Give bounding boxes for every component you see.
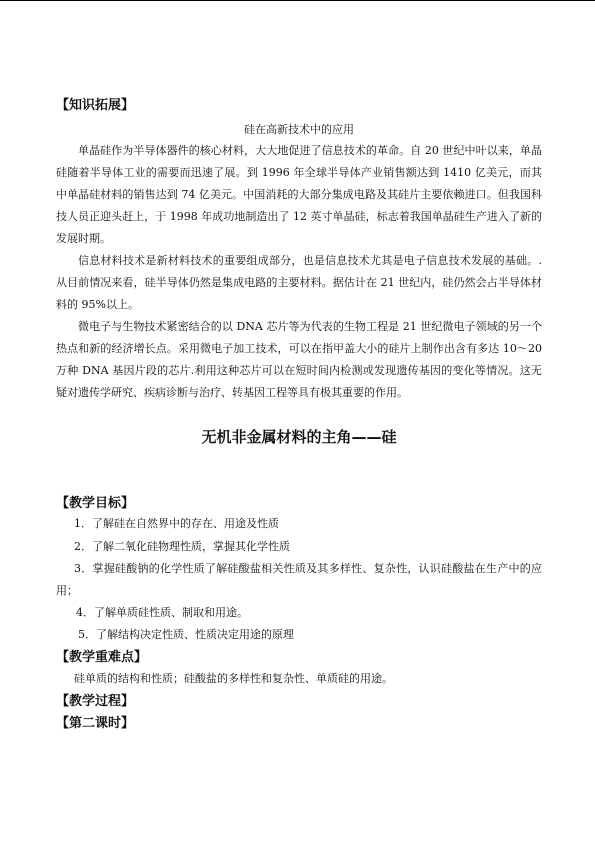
objective-item-3: 3．掌握硅酸钠的化学性质了解硅酸盐相关性质及其多样性、复杂性，认识硅酸盐在生产中的应用； [56,562,542,597]
extension-paragraph-2: 信息材料技术是新材料技术的重要组成部分，也是信息技术尤其是电子信息技术发展的基础。.从目前情况来看，硅半导体仍然是集成电路的主要材料。据估计在 21 世纪内，硅仍然会占半导体材料的 95%以上。 [56,254,542,311]
objective-item-1: 1．了解硅在自然界中的存在、用途及性质 [74,517,279,530]
extension-paragraph-3: 微电子与生物技术紧密结合的以 DNA 芯片等为代表的生物工程是 21 世纪微电子领域的另一个热点和新的经济增长点。采用微电子加工技术，可以在指甲盖大小的硅片上制作出含有多达 10～20 万种 DNA 基因片段的芯片.利用这种芯片可以在短时间内检测或发现遗传基因的变化等情况。这无疑对遗传学研究、疾病诊断与治疗、转基因工程等具有极其重要的作用。 [56,320,542,399]
extension-subtitle: 硅在高新技术中的应用 [244,123,354,136]
main-title: 无机非金属材料的主角——硅 [201,428,397,446]
lesson-heading: 【第二课时】 [56,716,135,731]
key-points-heading: 【教学重难点】 [56,650,148,665]
process-heading: 【教学过程】 [56,694,135,709]
extension-heading: 【知识拓展】 [56,98,135,113]
key-points-text: 硅单质的结构和性质；硅酸盐的多样性和复杂性、单质硅的用途。 [74,672,393,685]
objective-item-2: 2．了解二氧化硅物理性质，掌握其化学性质 [74,540,290,553]
objective-item-5: 5．了解结构决定性质、性质决定用途的原理 [78,628,294,641]
extension-paragraph-1: 单晶硅作为半导体器件的核心材料，大大地促进了信息技术的革命。自 20 世纪中叶以来，单晶硅随着半导体工业的需要而迅速了展。到 1996 年全球半导体产业销售额达到 1410 亿美元，而其中单晶硅材料的销售达到 74 亿美元。中国消耗的大部分集成电路及其硅片主要依赖进口。但我国科技人员正迎头赶上，于 1998 年成功地制造出了 12 英寸单晶硅，标志着我国单晶硅生产进入了新的发展时期。 [56,144,542,245]
objectives-heading: 【教学目标】 [56,496,135,511]
objective-item-4: 4．了解单质硅性质、制取和用途。 [76,606,248,619]
top-border-line [0,0,595,1]
